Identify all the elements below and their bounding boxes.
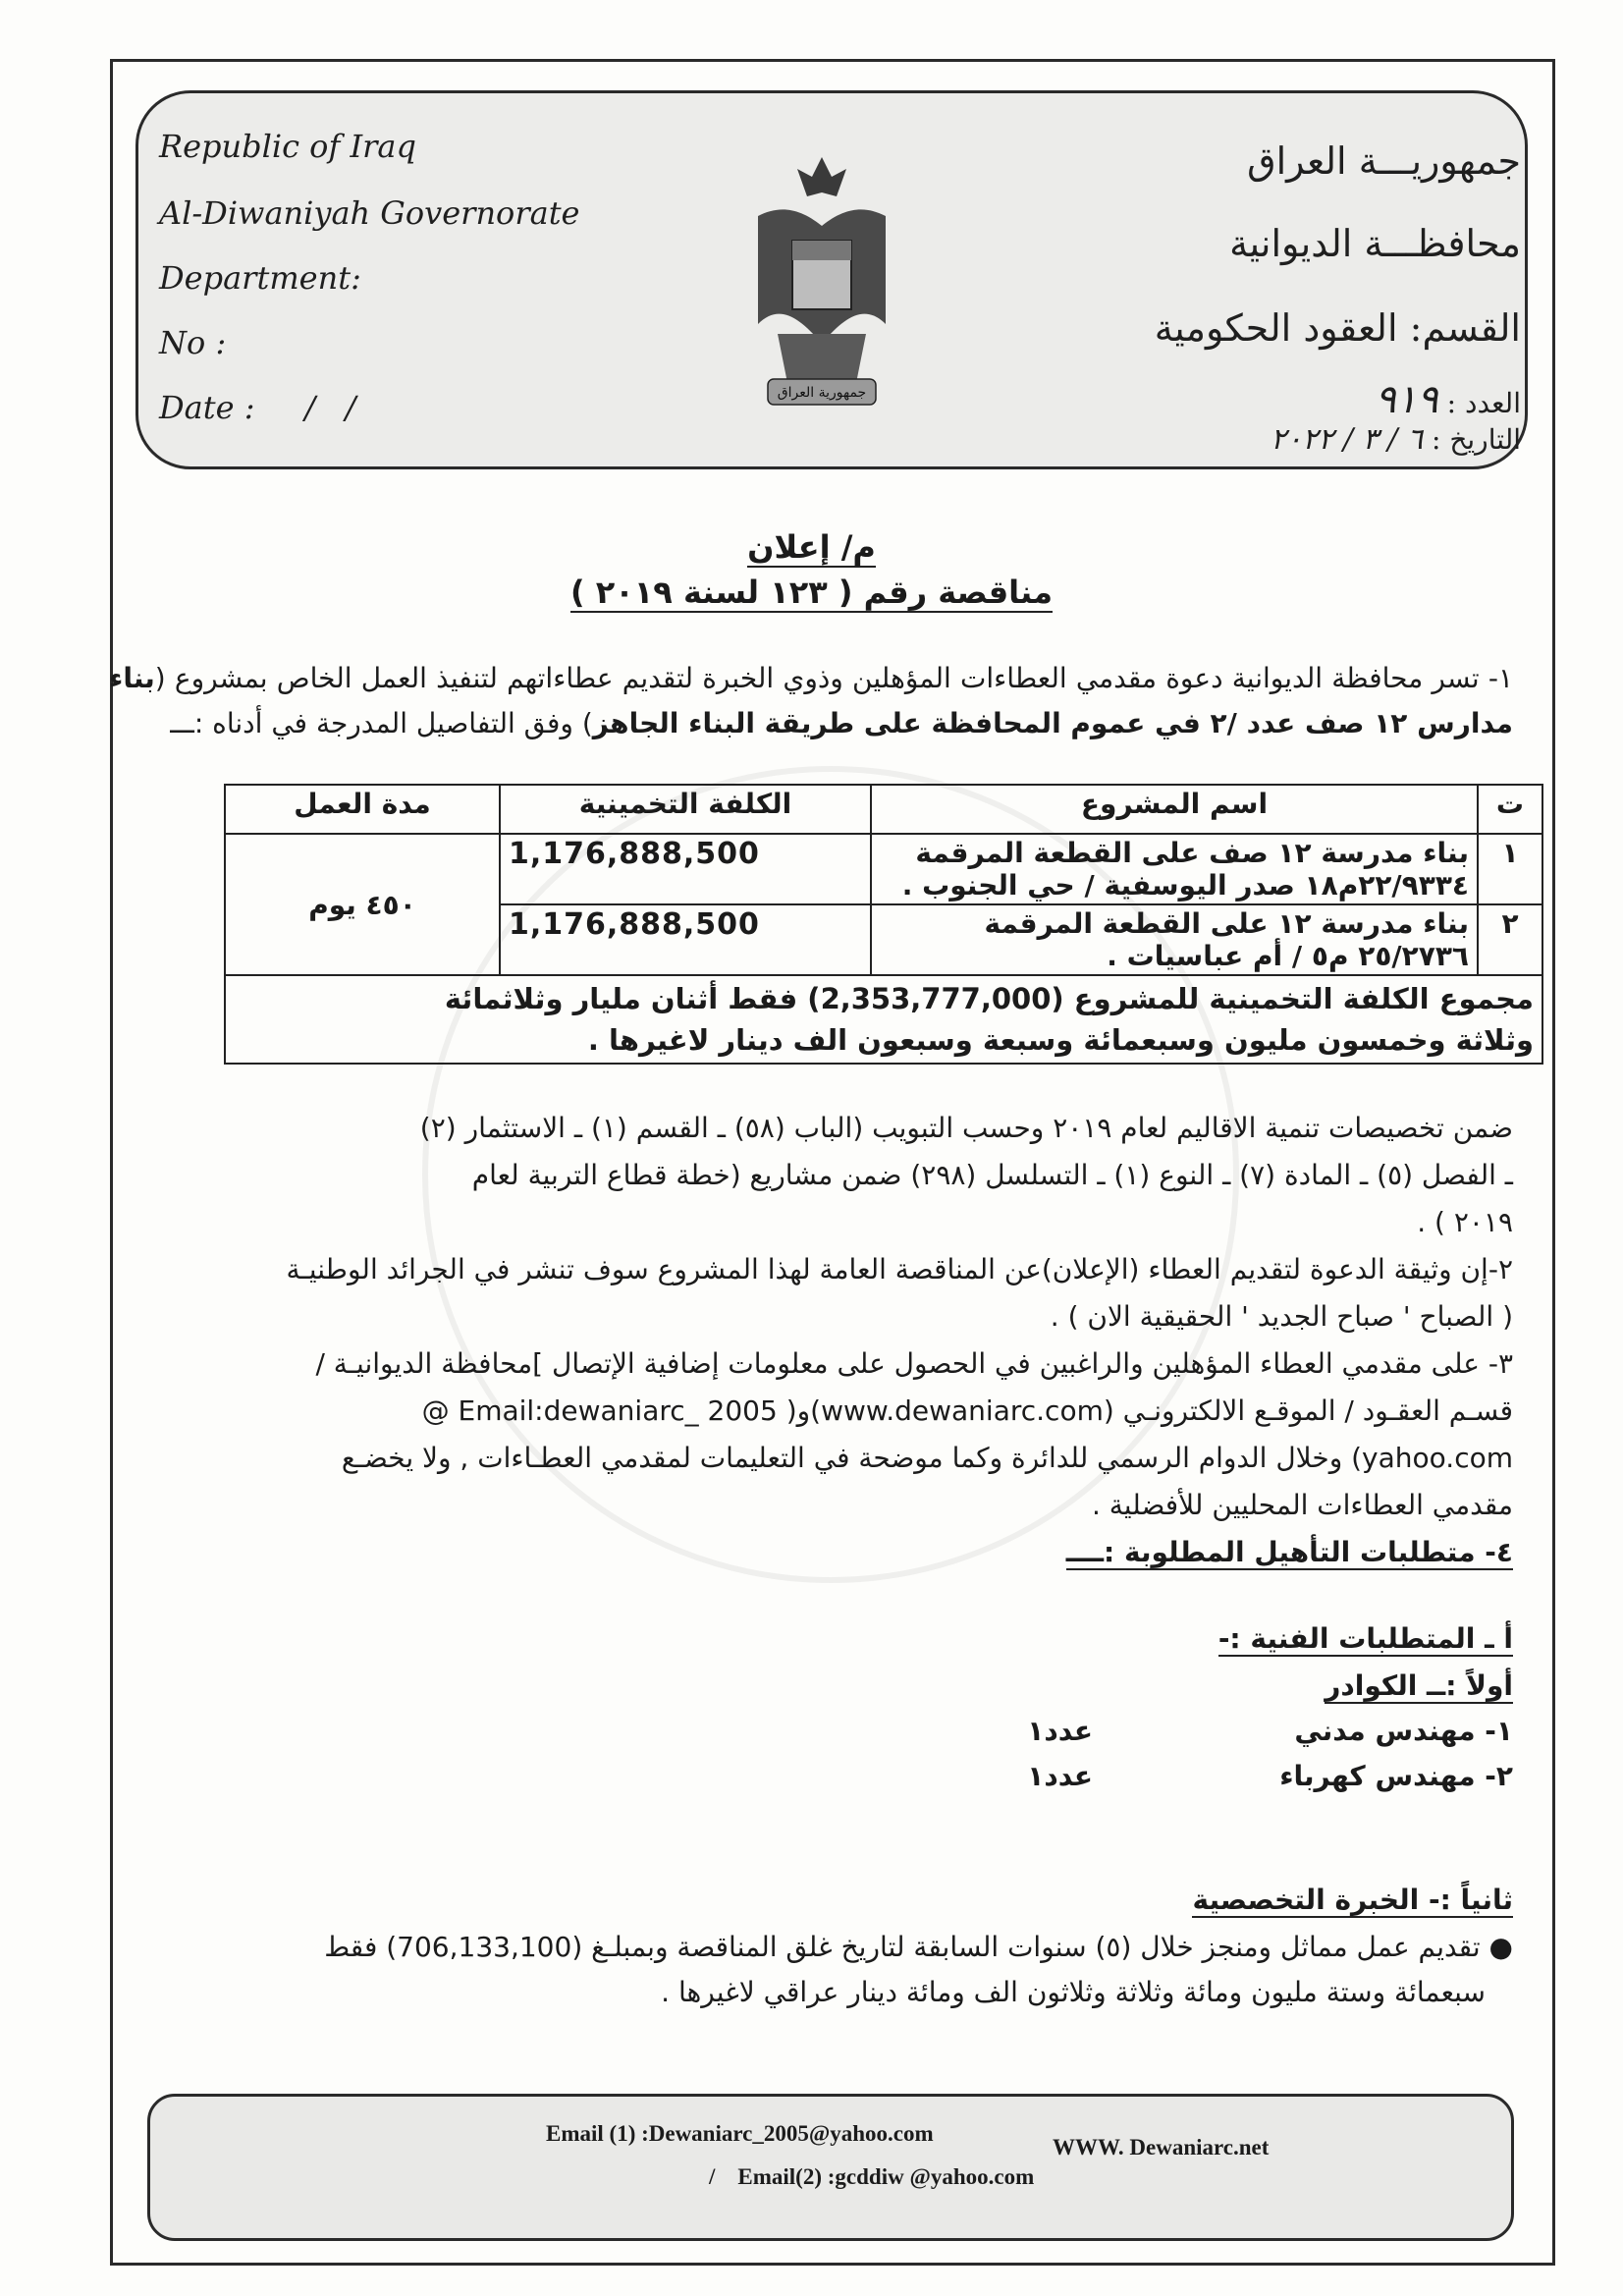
ar-governorate: محافظـــة الديوانية [1229,222,1521,265]
iraq-eagle-emblem-icon [738,147,905,412]
table-row [225,834,1542,904]
allocation-line: ـ الفصل (٥) ـ المادة (٧) ـ النوع (١) ـ التسلسل (٢٩٨) ضمن مشاريع (خطة قطاع التربية لعام [471,1159,1513,1191]
ar-date-label: التاريخ : [1431,423,1521,456]
intro-text-end: ) وفق التفاصيل المدرجة في أدناه :ـــ [170,707,593,739]
staff-count: عدد١ [1027,1760,1093,1792]
experience-line: سبعمائة وستة مليون ومائة وثلاثة وثلاثون الف ومائة دينار عراقي لاغيرها . [661,1976,1486,2008]
header-cost: الكلفة التخمينية [500,785,871,834]
staff-heading: أولاً :ــ الكوادر [1325,1669,1513,1702]
allocation-line: ٢٠١٩ ) . [1417,1206,1513,1238]
experience-heading: ثانياً :- الخبرة التخصصية [1192,1884,1513,1916]
footer-email2: / Email(2) :gcddiw @yahoo.com [709,2164,1035,2189]
experience-line [324,1931,1513,1963]
en-governorate: Al-Diwaniyah Governorate [159,194,580,232]
item3-line: ٣- على مقدمي العطاء المؤهلين والراغبين في الحصول على معلومات إضافية الإتصال ]محافظة الديوانيـة / [315,1347,1513,1380]
ar-number-label: العدد : [1446,387,1521,419]
item2-line: ( الصباح ' صباح الجديد ' الحقيقية الان ) . [1050,1300,1513,1333]
footer-email1: Email (1) :Dewaniarc_2005@yahoo.com [546,2121,934,2146]
header-project: اسم المشروع [871,785,1478,834]
row-project [871,834,1478,904]
ar-number-row [1375,377,1521,422]
en-number: No : [159,324,227,361]
header-duration: مدة العمل [225,785,500,834]
table-header-row [225,785,1542,834]
tender-title: مناقصة رقم ( ١٢٣ لسنة ٢٠١٩ ) [569,574,1054,611]
footer-website: WWW. Dewaniarc.net [1053,2135,1270,2159]
total-line: وثلاثة وخمسون مليون وسبعمائة وسبعة وسبعون الف دينار لاغيرها . [587,1023,1534,1057]
row-cost: 1,176,888,500 [500,904,871,975]
project-line: بناء مدرسة ١٢ على القطعة المرقمة [984,907,1469,940]
total-line: مجموع الكلفة التخمينية للمشروع (2,353,777,000) فقط أثنان مليار وثلاثمائة [444,982,1534,1015]
ar-department: القسم: العقود الحكومية [1154,306,1521,350]
row-cost: 1,176,888,500 [500,834,871,904]
total-row [225,975,1542,1064]
bullet-icon: ● [1480,1931,1513,1963]
item3-contact-line: قسـم العقـود / الموقـع الالكترونـي (www.dewaniarc.com)و( Email:dewaniarc_ 2005 @ [421,1394,1513,1427]
staff-item-civil: ١- مهندس مدني [1294,1715,1513,1747]
ar-republic: جمهوريـــة العراق [1247,139,1521,183]
emblem-caption: جمهورية العراق [777,385,867,401]
en-republic: Republic of Iraq [159,128,416,165]
row-seq: ٢ [1478,904,1542,975]
projects-table [224,784,1543,1065]
row-seq: ١ [1478,834,1542,904]
header-seq: ت [1478,785,1542,834]
row-project [871,904,1478,975]
requirements-heading: ٤- متطلبات التأهيل المطلوبة :ــــ [1065,1536,1513,1568]
project-line: بناء مدرسة ١٢ صف على القطعة المرقمة [915,837,1469,869]
ar-number-value: ٩١٩ [1375,377,1438,422]
intro-paragraph [109,656,1513,746]
en-date: Date : / / [159,389,356,426]
staff-item-electrical: ٢- مهندس كهرباء [1279,1760,1513,1792]
intro-project-name: بناء مدارس ١٢ صف عدد /٢ في عموم المحافظة على طريقة البناء الجاهز [109,662,1513,739]
experience-text: تقديم عمل مماثل ومنجز خلال (٥) سنوات السابقة لتاريخ غلق المناقصة وبمبلـغ (706,133,100) فقط [324,1931,1481,1963]
item3-line: yahoo.com) وخلال الدوام الرسمي للدائرة وكما موضحة في التعليمات لمقدمي العطـاءات , ولا يخضـع [341,1442,1513,1474]
intro-text: ١- تسر محافظة الديوانية دعوة مقدمي العطاءات المؤهلين وذوي الخبرة لتقديم عطاءاتهم لتنفيذ العمل الخاص بمشروع ( [154,662,1513,694]
duration-cell: ٤٥٠ يوم [225,834,500,975]
item3-line: مقدمي العطاءات المحليين للأفضلية . [1091,1489,1513,1521]
item2-line: ٢-إن وثيقة الدعوة لتقديم العطاء (الإعلان)عن المناقصة العامة لهذا المشروع سوف تنشر في الجرائد الوطنيـة [286,1253,1513,1285]
project-line: ٢٥/٢٧٣٦ م٥ / أم عباسيات . [1107,940,1469,972]
staff-count: عدد١ [1027,1715,1093,1747]
allocation-line: ضمن تخصيصات تنمية الاقاليم لعام ٢٠١٩ وحسب التبويب (الباب (٥٨) ـ القسم (١) ـ الاستثمار (٢) [419,1112,1513,1144]
announcement-title: م/ إعلان [747,528,876,566]
project-line: ٢٢/٩٣٣٤م١٨ صدر اليوسفية / حي الجنوب . [901,869,1469,902]
en-department: Department: [159,259,361,297]
ar-date-value: ٦ / ٣ / ٢٠٢٢ [1271,422,1424,457]
tech-requirements-heading: أ ـ المتطلبات الفنية :- [1217,1622,1513,1655]
total-cell [225,975,1542,1064]
ar-date-row [1271,422,1521,457]
